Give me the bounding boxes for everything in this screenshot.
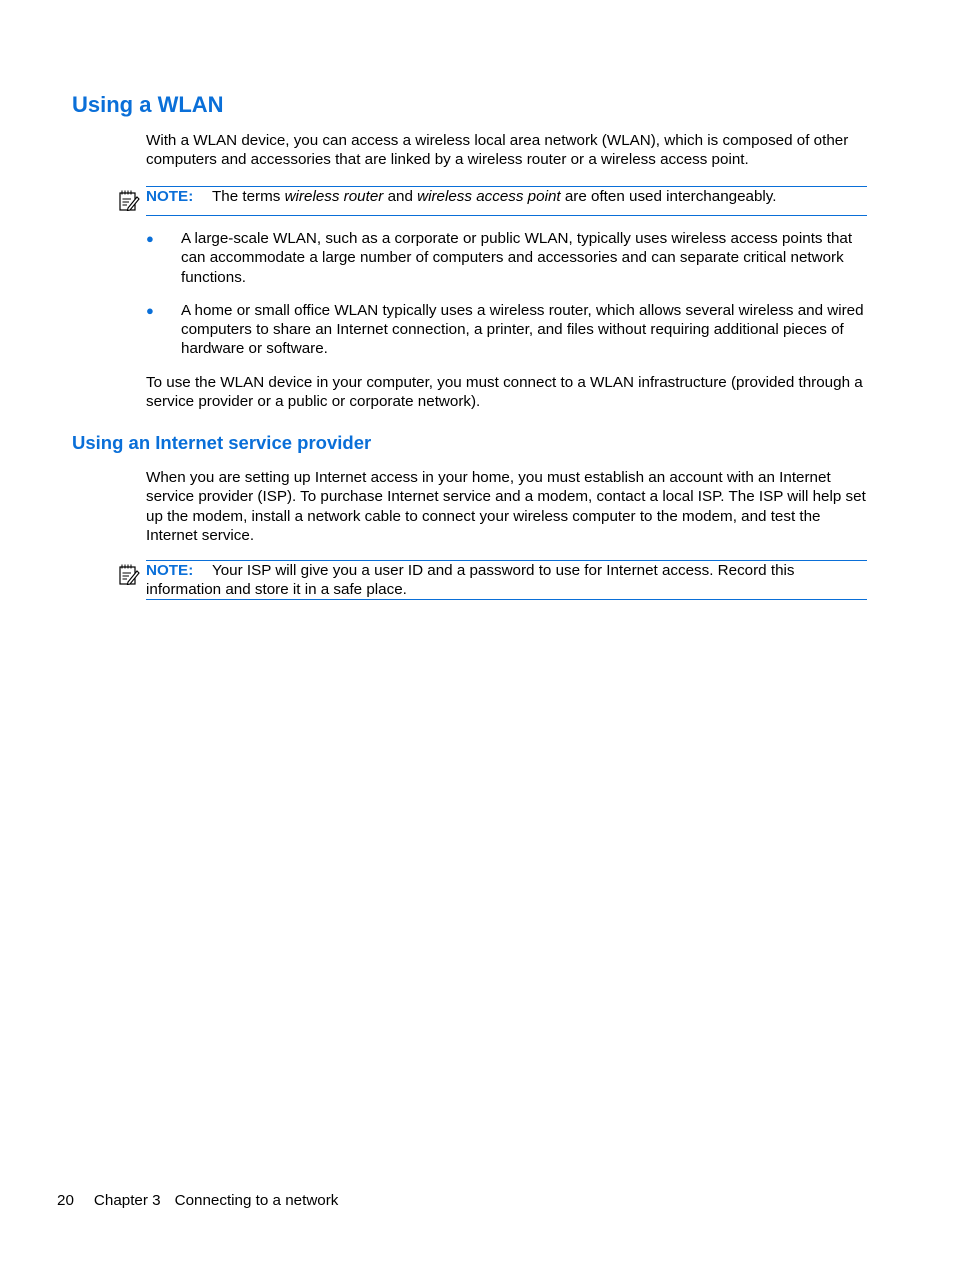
subsection-title: Using an Internet service provider [72,432,372,453]
chapter-label: Chapter 3 [93,1192,161,1209]
note-text [146,188,777,205]
list-item-text: A home or small office WLAN typically uses a wireless router, which allows several wireless and wired computers to share an Internet connection, a printer, and files without requiring additional pieces of hardware or software. [181,301,864,358]
note-term-wireless-access-point: wireless access point [417,188,561,205]
chapter-title: Connecting to a network [174,1192,339,1209]
list-item [146,301,868,359]
list-item-text: A large-scale WLAN, such as a corporate or public WLAN, typically uses wireless access points that can accommodate a large number of computers and accessories and can separate critical network functions. [181,230,853,286]
list-item [146,229,868,287]
note-text-mid: and [383,188,418,205]
closing-paragraph: To use the WLAN device in your computer, you must connect to a WLAN infrastructure (provided through a service provider or a public or corporate network). [146,374,863,411]
note-text-before: The terms [212,188,285,205]
note-text-after: are often used interchangeably. [560,188,777,205]
wlan-types-list [146,229,868,359]
page-number: 20 [57,1192,74,1209]
intro-paragraph: With a WLAN device, you can access a wireless local area network (WLAN), which is composed of other computers and accessories that are linked by a wireless router or a wireless access point. [146,132,849,169]
bullet-dot-icon: ● [146,302,154,318]
note-box-isp [146,560,867,600]
section-title: Using a WLAN [72,92,224,117]
note-box-terms [146,186,867,216]
note-label: NOTE: [146,188,194,205]
note-label: NOTE: [146,562,194,579]
note-body: Your ISP will give you a user ID and a password to use for Internet access. Record this information and store it in a safe place. [146,562,795,599]
note-term-wireless-router: wireless router [284,188,384,205]
isp-paragraph: When you are setting up Internet access in your home, you must establish an account with an Internet service provider (ISP). To purchase Internet service and a modem, contact a local ISP. The ISP will help set up the modem, install a network cable to connect your wireless computer to the modem, and test the Internet service. [146,469,866,544]
bullet-dot-icon: ● [146,231,154,246]
note-pad-icon [118,189,140,211]
note-pad-icon [118,563,140,585]
page-footer [57,1191,338,1211]
note-text [146,562,795,598]
